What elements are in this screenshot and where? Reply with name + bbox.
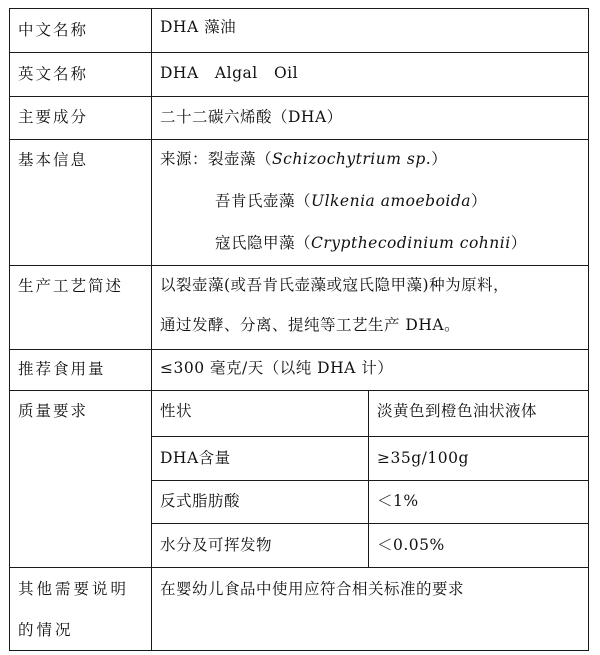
dosage-label: 推荐食用量 bbox=[18, 360, 106, 378]
process-line-2: 通过发酵、分离、提纯等工艺生产 DHA。 bbox=[160, 316, 461, 334]
source-line-3: 寇氏隐甲藻（Crypthecodinium cohnii） bbox=[215, 234, 527, 252]
main-component-value: 二十二碳六烯酸（DHA） bbox=[160, 108, 343, 126]
english-name-label: 英文名称 bbox=[18, 65, 89, 83]
source-line-1: 来源：裂壶藻（Schizochytrium sp.） bbox=[160, 150, 448, 168]
source-line-2: 吾肯氏壶藻（Ulkenia amoeboida） bbox=[215, 192, 488, 210]
basic-info-label: 基本信息 bbox=[18, 151, 89, 169]
quality-item-name: DHA含量 bbox=[160, 449, 231, 467]
quality-item-value: ≥35g/100g bbox=[377, 449, 469, 467]
other-value: 在婴幼儿食品中使用应符合相关标准的要求 bbox=[160, 580, 465, 598]
process-label: 生产工艺简述 bbox=[18, 277, 124, 295]
other-label-line-2: 的情况 bbox=[18, 621, 74, 639]
process-line-1: 以裂壶藻(或吾肯氏壶藻或寇氏隐甲藻)种为原料， bbox=[160, 276, 510, 294]
quality-item-name: 性状 bbox=[160, 402, 193, 420]
chinese-name-value: DHA 藻油 bbox=[160, 18, 237, 36]
quality-item-name: 水分及可挥发物 bbox=[160, 536, 273, 554]
quality-item-value: ＜0.05% bbox=[377, 536, 445, 554]
latin-name-3: Crypthecodinium cohnii bbox=[311, 234, 511, 252]
dosage-value: ≤300 毫克/天（以纯 DHA 计） bbox=[160, 359, 394, 377]
quality-item-value: 淡黄色到橙色油状液体 bbox=[377, 402, 538, 420]
english-name-value: DHA Algal Oil bbox=[160, 64, 299, 82]
main-component-label: 主要成分 bbox=[18, 108, 89, 126]
latin-name-1: Schizochytrium sp. bbox=[272, 150, 432, 168]
quality-item-name: 反式脂肪酸 bbox=[160, 492, 241, 510]
chinese-name-label: 中文名称 bbox=[18, 21, 89, 39]
other-label-line-1: 其他需要说明 bbox=[18, 580, 130, 598]
quality-label: 质量要求 bbox=[18, 402, 89, 420]
latin-name-2: Ulkenia amoeboida bbox=[311, 192, 472, 210]
quality-item-value: ＜1% bbox=[377, 492, 419, 510]
